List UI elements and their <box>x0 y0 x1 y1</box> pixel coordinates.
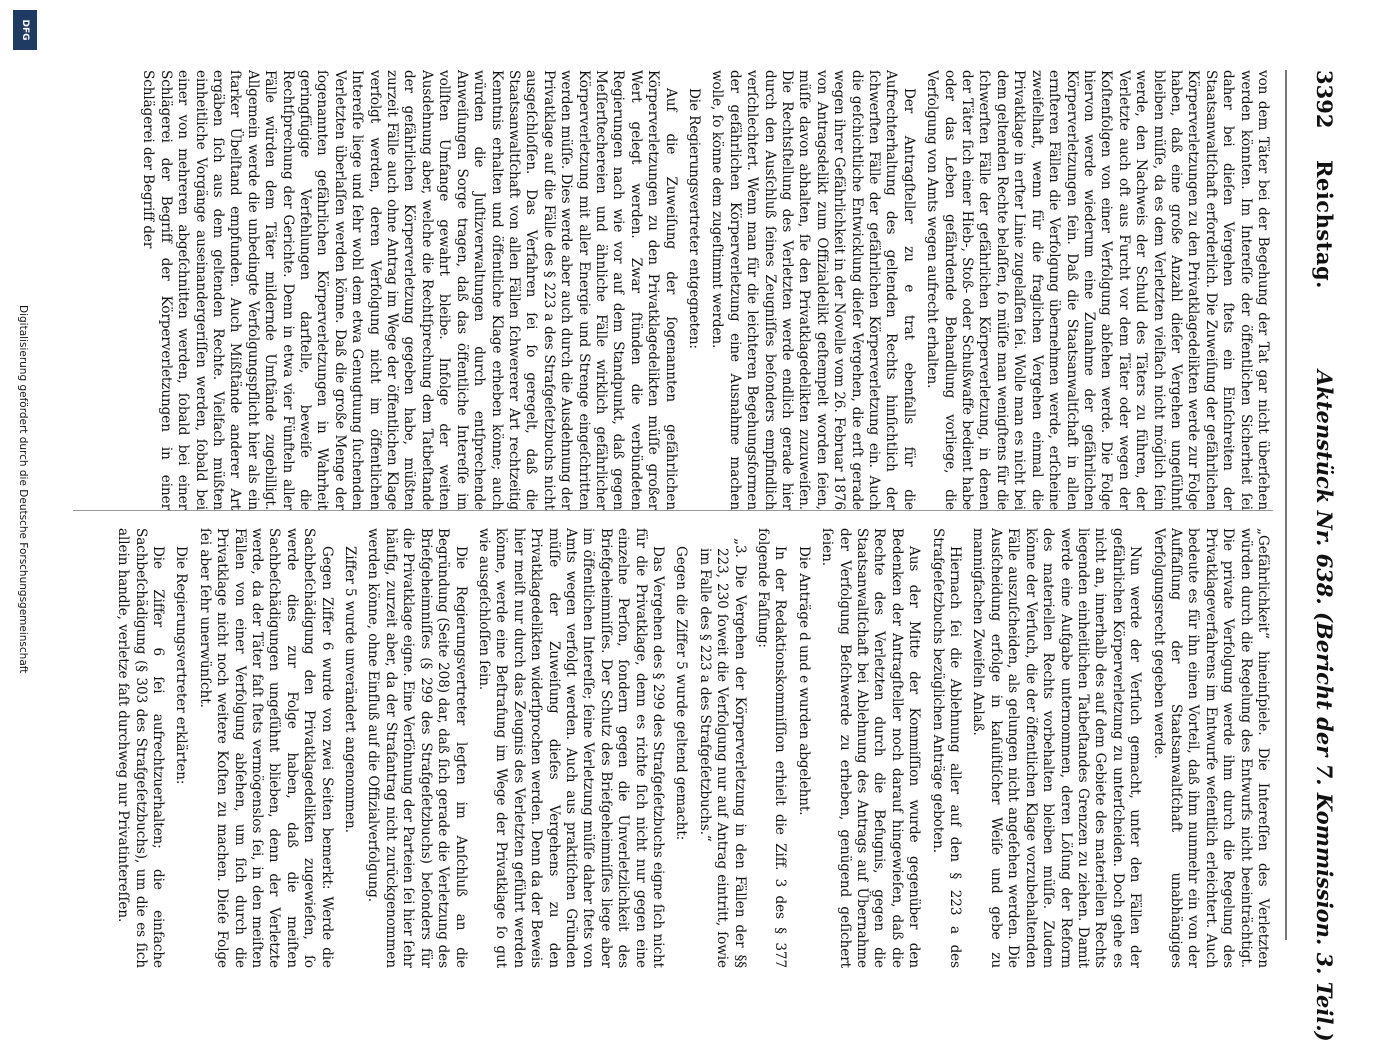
paragraph: Das Vergehen des § 299 des Strafgeſetzbuchs eigne ſich nicht für die Privatklage, denn es richte ſich nicht nur gegen eine einzelne Perſon, ſondern gegen die Unverletzlichkeit des Briefgeheimniſſes. Der Schutz des Briefgeheimniſſes liege aber im öffentlichen Intereſſe; ſeine Verletzung müſſe daher ſtets von Amts wegen verfolgt werden. Auch aus praktiſchen Gründen müſſe der Zuweiſung dieſes Vergehens zu den Privatklagedelikten widerſprochen werden. Denn da der Beweis hier meiſt nur durch das Zeugnis des Verletzten geführt werden könne, werde eine Beſtrafung im Wege der Privatklage ſo gut wie ausgeſchloſſen ſein. <box>475 528 666 968</box>
credit-text: Digitalisierung gefördert durch die Deutsche Forschungsgemeinschaft <box>17 305 29 674</box>
left-text-column <box>61 70 1271 510</box>
paragraph: Gegen Ziffer 6 wurde von zwei Seiten bemerkt: Werde die Sachbeſchädigung den Privatklagedelikten zugewieſen, ſo werde dies zur Folge haben, daß die meiſten Sachbeſchädigungen ungeſühnt blieben, denn der Verletzte werde, da der Täter faſt ſtets vermögenslos ſei, in den meiſten Fällen von einer Verfolgung abſehen, um ſich durch die Privatklage nicht noch weitere Koſten zu machen. Dieſe Folge ſei aber ſehr unerwünſcht. <box>196 528 335 968</box>
paragraph: Aus der Mitte der Kommiſſion wurde gegenüber den Bedenken der Antragſteller noch darauf hingewieſen, daß die Rechte des Verletzten durch die Befugnis, gegen die Staatsanwaltſchaft bei Ablehnung des Antrags auf Übernahme der Verfolgung Beſchwerde zu erheben, genügend geſichert ſeien. <box>819 528 923 968</box>
paragraph: Auf die Zuweiſung der ſogenannten gefährlichen Körperverletzungen zu den Privatklagedelikten müſſe großer Wert gelegt werden. Zwar ſtünden die verbündeten Regierungen nach wie vor auf dem Standpunkt, daß gegen Meſſerſtechereien und ähnliche Fälle wirklich gefährlicher Körperverletzung mit aller Energie und Strenge eingeſchritten werden müſſe. Dies werde aber auch durch die Ausdehnung der Privatklage auf die Fälle des § 223 a des Strafgeſetzbuchs nicht ausgeſchloſſen. Das Verfahren ſei ſo geregelt, daß die Staatsanwaltſchaft von allen Fällen ſchwererer Art rechtzeitig Kenntnis erhalten und öffentliche Klage erheben könne; auch würden die Juſtizverwaltungen durch entſprechende Anweiſungen Sorge tragen, daß das öffentliche Intereſſe im vollſten Umfange gewahrt bleibe. Infolge der weiten Ausdehnung aber, welche die Rechtſprechung dem Tatbeſtande der gefährlichen Körperverletzung gegeben habe, müßten zurzeit Fälle auch ohne Antrag im Wege der öffentlichen Klage verfolgt werden, deren Verfolgung nicht im öffentlichen Intereſſe liege und ſehr wohl dem etwa Genugtuung ſuchenden Verletzten überlaſſen werden könne. Daß die große Menge der ſogenannten gefährlichen Körperverletzungen in Wahrheit geringfügige Verfehlungen darſtelle, beweiſe die Rechtſprechung der Gerichte. Denn in etwa vier Fünfteln aller Fälle würden dem Täter mildernde Umſtände zugebilligt. Allgemein werde die unbedingte Verfolgungspflicht hier als ein ſtarker Übelſtand empfunden. Auch Mißſtände anderer Art ergäben ſich aus dem geltenden Rechte. Vielfach müßten einheitliche Vorgänge auseinandergeriſſen werden, ſobald bei einer von mehreren abgeſchnitten werden, ſobald bei einer Schlägerei der Begriff der Körperverletzungen in einer Schlägerei der Begriff der <box>140 70 679 510</box>
page-header <box>1301 70 1341 1042</box>
dfg-logo: DFG <box>13 10 37 50</box>
page-number: 3392 <box>1312 70 1337 129</box>
paragraph: Nun werde der Verſuch gemacht, unter den Fällen der gefährlichen Körperverletzung zu unterſcheiden. Doch gehe es nicht an, innerhalb des auf dem Gebiete des materiellen Rechts liegenden einheitlichen Tatbeſtandes Grenzen zu ziehen. Damit werde eine Aufgabe unternommen, deren Löſung der Reform des materiellen Rechts vorbehalten bleiben müſſe. Zudem könne der Verſuch, die der öffentlichen Klage vorzubehaltenden Fälle auszuſcheiden, als gelungen nicht angeſehen werden. Die Ausſcheidung erfolge in kaſuiſtiſcher Weiſe und gebe zu mannigfachen Zweifeln Anlaß. <box>970 528 1144 968</box>
column-divider <box>73 510 1273 511</box>
paragraph: von dem Täter bei der Begehung der Tat gar nicht überſehen werden könnten. Im Intereſſe der öffentlichen Sicherheit ſei daher bei dieſen Vergehen ſtets ein Einſchreiten der Staatsanwaltſchaft erforderlich. Die Zuweiſung der gefährlichen Körperverletzungen zu den Privatklagedelikten werde zur Folge haben, daß eine große Anzahl dieſer Vergehen ungeſühnt bleiben müſſe, da es dem Verletzten vielfach nicht möglich ſein werde, den Nachweis der Schuld des Täters zu führen, der Verletzte auch oft aus Furcht vor dem Täter oder wegen der Koſtenfolgen von einer Verfolgung abſehen werde. Die Folge hiervon werde wiederum eine Zunahme der gefährlichen Körperverletzungen ſein. Daß die Staatsanwaltſchaft in allen ernſteren Fällen die Verfolgung übernehmen werde, erſcheine zweifelhaft, wenn für die fraglichen Vergehen einmal die Privatklage in erſter Linie zugelaſſen ſei. Wolle man es nicht bei dem geltenden Rechte belaſſen, ſo müſſe man wenigſtens für die ſchwerſten Fälle der gefährlichen Körperverletzung, in denen der Täter ſich einer Hieb-, Stoß- oder Schußwaffe bedient habe oder das Leben gefährdende Behandlung vorliege, die Verfolgung von Amts wegen aufrecht erhalten. <box>924 70 1271 510</box>
paragraph: Die Regierungsvertreter erklärten: <box>173 546 190 785</box>
quoted-paragraph: „3. Die Vergehen der Körperverletzung in den Fällen der §§ 223, 230 ſoweit die Verfolgung nur auf Antrag eintritt, ſowie im Falle des § 223 a des Strafgeſetzbuchs.“ <box>696 538 748 968</box>
digitization-credit <box>11 0 35 1000</box>
paragraph: Die Regierungsvertreter legten im Anſchluß an die Begründung (Seite 208) dar, daß ſich gerade die Verletzung des Briefgeheimniſſes (§ 299 des Strafgeſetzbuchs) beſonders für die Privatklage eigne. Eine Verſöhnung der Parteien ſei hier ſehr häufig, zurzeit aber, da der Strafantrag nicht zurückgenommen werden könne, ohne Einfluß auf die Offizialverfolgung. <box>365 528 469 968</box>
header-rule <box>1286 70 1288 940</box>
paragraph: Die Anträge d und e wurden abgelehnt. <box>795 546 812 816</box>
paragraph: Hiernach ſei die Ablehnung aller auf den § 223 a des Strafgeſetzbuchs bezüglichen Anträge geboten. <box>929 528 964 968</box>
right-text-column <box>61 528 1271 968</box>
paragraph: Gegen die Ziffer 5 wurde geltend gemacht: <box>673 546 690 841</box>
paragraph: Ziffer 5 wurde unverändert angenommen. <box>342 546 359 833</box>
paragraph: Die Regierungsvertreter entgegneten: <box>686 88 702 349</box>
header-left-title: Reichstag. <box>1312 160 1337 289</box>
paragraph: Die Ziffer 6 ſei aufrechtzuerhalten; die einfache Sachbeſchädigung (§ 303 des Strafgeſetzbuchs), um die es ſich allein handle, verletze faſt durchweg nur Privatintereſſen. <box>115 528 167 968</box>
paragraph: „Gefährlichkeit“ hineinſpiele. Die Intereſſen des Verletzten würden durch die Regelung des Entwurfs nicht beeinträchtigt. Die private Verfolgung werde ihm durch die Regelung des Privatklageverfahrens im Entwurfe weſentlich erleichtert. Auch bedeute es für ihn einen Vorteil, daß ihm nunmehr ein von der Auffaſſung der Staatsanwaltſchaft unabhängiges Verfolgungsrecht gegeben werde. <box>1150 528 1271 968</box>
paragraph: Der Antragſteller zu e trat ebenfalls für die Aufrechterhaltung des geltenden Rechts hinſichtlich der ſchwerſten Fälle der gefährlichen Körperverletzung ein. Auch die geſchichtliche Entwicklung dieſer Vergehen, die erſt gerade wegen ihrer Gefährlichkeit in der Novelle vom 26. Februar 1876 von Antragsdelikt zum Offizialdelikt geſtempelt worden ſeien, müſſe davon abhalten, ſie den Privatklagedelikten zuzuweiſen. Die Rechtsſtellung des Verletzten werde endlich gerade hier durch den Ausſchluß ſeines Zeugniſſes beſonders empfindlich verſchlechtert. Wenn man für die leichteren Begehungsformen der gefährlichen Körperverletzung eine Ausnahme machen wolle, ſo könne dem zugeſtimmt werden. <box>709 70 917 510</box>
header-center-title: Aktenstück Nr. 638. (Bericht der 7. Kommission. 3. Teil.) <box>1312 370 1337 1042</box>
paragraph: In der Redaktionskommiſſion erhielt die Ziff. 3 des § 377 folgende Faſſung: <box>755 528 789 968</box>
